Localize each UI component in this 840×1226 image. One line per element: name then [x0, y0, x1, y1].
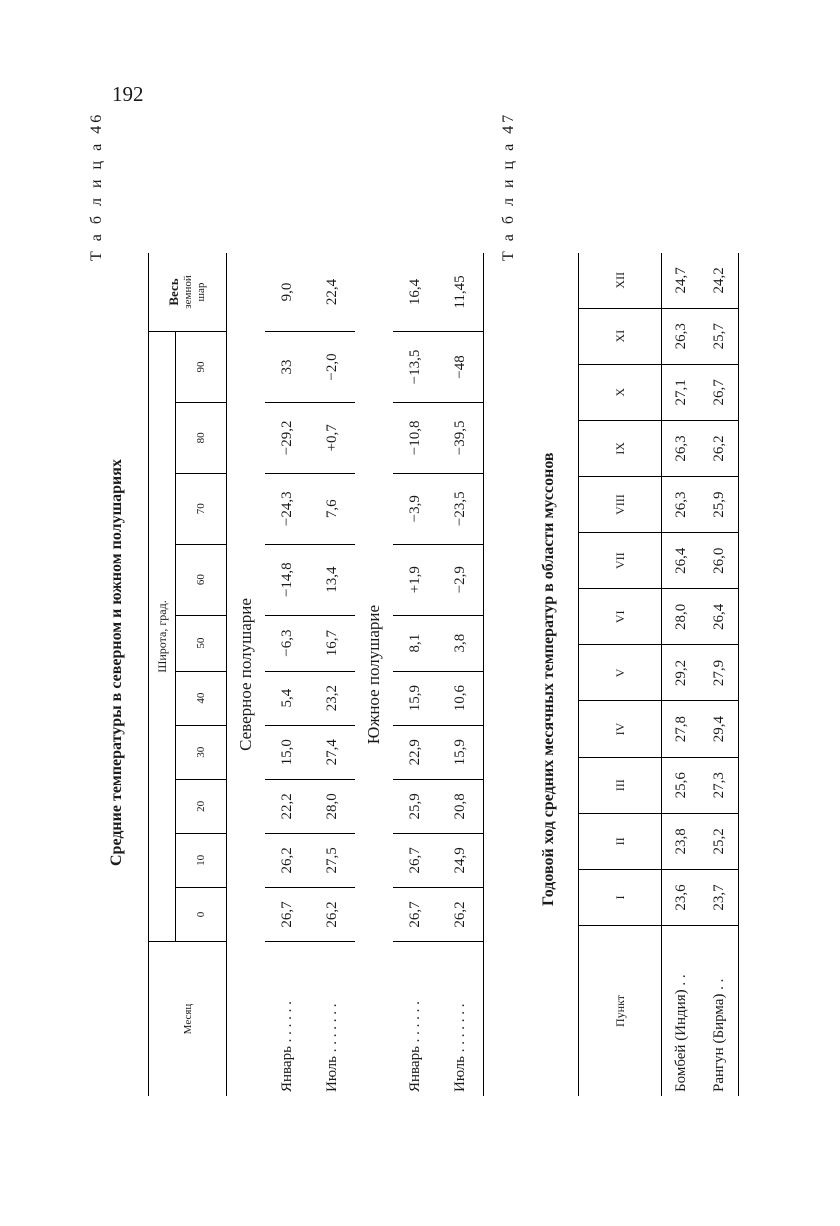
cell: 20,8	[438, 779, 484, 833]
table-row	[310, 253, 355, 1096]
cell: −39,5	[438, 402, 484, 473]
table-row	[700, 253, 739, 1096]
cell: 23,8	[662, 813, 701, 869]
cell: +0,7	[310, 402, 355, 473]
cell: 24,7	[662, 253, 701, 308]
table-row	[438, 253, 484, 1096]
cell: 25,7	[700, 308, 739, 364]
table46-title: Средние температуры в северном и южном полушариях	[108, 459, 125, 866]
table-row	[265, 253, 310, 1096]
lat-header: 50	[176, 615, 227, 671]
cell: 27,9	[700, 645, 739, 701]
row-label: Июль . . . . . . .	[438, 942, 484, 1097]
month-col-header: VII	[579, 533, 662, 589]
globe-header-line2: земной	[182, 275, 194, 309]
cell: 33	[265, 332, 310, 403]
lat-header: 90	[176, 332, 227, 403]
cell: 15,9	[438, 725, 484, 779]
cell: 28,0	[310, 779, 355, 833]
row-label: Январь . . . . . .	[393, 942, 438, 1097]
cell: 27,5	[310, 833, 355, 887]
cell: 25,9	[700, 477, 739, 533]
cell: 3,8	[438, 615, 484, 671]
cell: −2,0	[310, 332, 355, 403]
month-header: Месяц	[149, 942, 227, 1097]
cell: 28,0	[662, 589, 701, 645]
lat-header: 70	[176, 473, 227, 544]
cell: 15,9	[393, 671, 438, 725]
cell: 27,1	[662, 364, 701, 420]
row-label: Январь . . . . . .	[265, 942, 310, 1097]
cell: 23,7	[700, 869, 739, 925]
month-col-header: IX	[579, 420, 662, 476]
table-row	[393, 253, 438, 1096]
cell: −10,8	[393, 402, 438, 473]
cell: 25,9	[393, 779, 438, 833]
month-col-header: VIII	[579, 477, 662, 533]
cell: 8,1	[393, 615, 438, 671]
cell: 26,3	[662, 308, 701, 364]
table46	[148, 253, 484, 1096]
latitude-header: Широта, град.	[149, 332, 176, 942]
cell: −29,2	[265, 402, 310, 473]
month-col-header: VI	[579, 589, 662, 645]
table47	[578, 253, 739, 1096]
table46-label: Т а б л и ц а 46	[88, 111, 105, 261]
lat-header: 30	[176, 725, 227, 779]
south-hemisphere-title: Южное полушарие	[364, 604, 383, 745]
month-col-header: IV	[579, 701, 662, 757]
cell: −48	[438, 332, 484, 403]
month-col-header: X	[579, 364, 662, 420]
month-col-header: I	[579, 869, 662, 925]
cell: −3,9	[393, 473, 438, 544]
cell: 26,2	[438, 887, 484, 941]
table-row	[662, 253, 701, 1096]
cell: 29,2	[662, 645, 701, 701]
cell: 7,6	[310, 473, 355, 544]
table47-label: Т а б л и ц а 47	[500, 111, 517, 261]
globe-header-line3: шар	[195, 282, 207, 302]
cell: 27,8	[662, 701, 701, 757]
cell: 13,4	[310, 544, 355, 615]
cell: 26,7	[700, 364, 739, 420]
cell: −2,9	[438, 544, 484, 615]
cell: 16,7	[310, 615, 355, 671]
cell: 22,2	[265, 779, 310, 833]
cell: 26,7	[279, 901, 295, 928]
north-hemisphere-title: Северное полушарие	[236, 598, 255, 751]
cell: 23,6	[672, 884, 689, 911]
cell: 16,4	[393, 253, 438, 332]
cell: 26,0	[700, 533, 739, 589]
cell: 24,9	[438, 833, 484, 887]
cell: 11,45	[438, 253, 484, 332]
cell: 5,4	[265, 671, 310, 725]
cell: 15,0	[265, 725, 310, 779]
place-header: Пункт	[579, 926, 662, 1097]
month-col-header: V	[579, 645, 662, 701]
cell: −13,5	[393, 332, 438, 403]
cell: 26,3	[662, 477, 701, 533]
cell: 26,2	[324, 901, 340, 928]
cell: 27,3	[700, 757, 739, 813]
cell: 27,4	[310, 725, 355, 779]
month-col-header: XII	[579, 253, 662, 308]
cell: 10,6	[438, 671, 484, 725]
table47-title: Годовой ход средних месячных температур в области муссонов	[540, 452, 557, 906]
cell: 26,7	[407, 901, 423, 928]
cell: 25,2	[700, 813, 739, 869]
cell: 29,4	[700, 701, 739, 757]
cell: −24,3	[265, 473, 310, 544]
lat-header: 80	[176, 402, 227, 473]
cell: 22,4	[310, 253, 355, 332]
cell: 24,2	[700, 253, 739, 308]
cell: 26,2	[700, 420, 739, 476]
cell: 23,2	[310, 671, 355, 725]
cell: 26,7	[393, 833, 438, 887]
cell: 26,4	[700, 589, 739, 645]
globe-header	[149, 253, 227, 332]
lat-header: 40	[176, 671, 227, 725]
cell: −6,3	[265, 615, 310, 671]
row-label: Июль . . . . . . .	[310, 942, 355, 1097]
month-col-header: XI	[579, 308, 662, 364]
cell: 26,3	[662, 420, 701, 476]
lat-header: 60	[176, 544, 227, 615]
cell: 22,9	[393, 725, 438, 779]
cell: −14,8	[265, 544, 310, 615]
cell: −23,5	[438, 473, 484, 544]
globe-header-line1: Весь	[166, 278, 181, 306]
lat-header: 0	[176, 887, 227, 941]
lat-header: 10	[176, 833, 227, 887]
page-number: 192	[112, 82, 144, 106]
cell: 26,2	[265, 833, 310, 887]
cell: +1,9	[393, 544, 438, 615]
cell: 25,6	[662, 757, 701, 813]
row-label: Бомбей (Индия) . .	[662, 926, 701, 1097]
row-label: Рангун (Бирма) . .	[700, 926, 739, 1097]
month-col-header: II	[579, 813, 662, 869]
lat-header: 20	[176, 779, 227, 833]
cell: 9,0	[265, 253, 310, 332]
month-col-header: III	[579, 757, 662, 813]
cell: 26,4	[662, 533, 701, 589]
